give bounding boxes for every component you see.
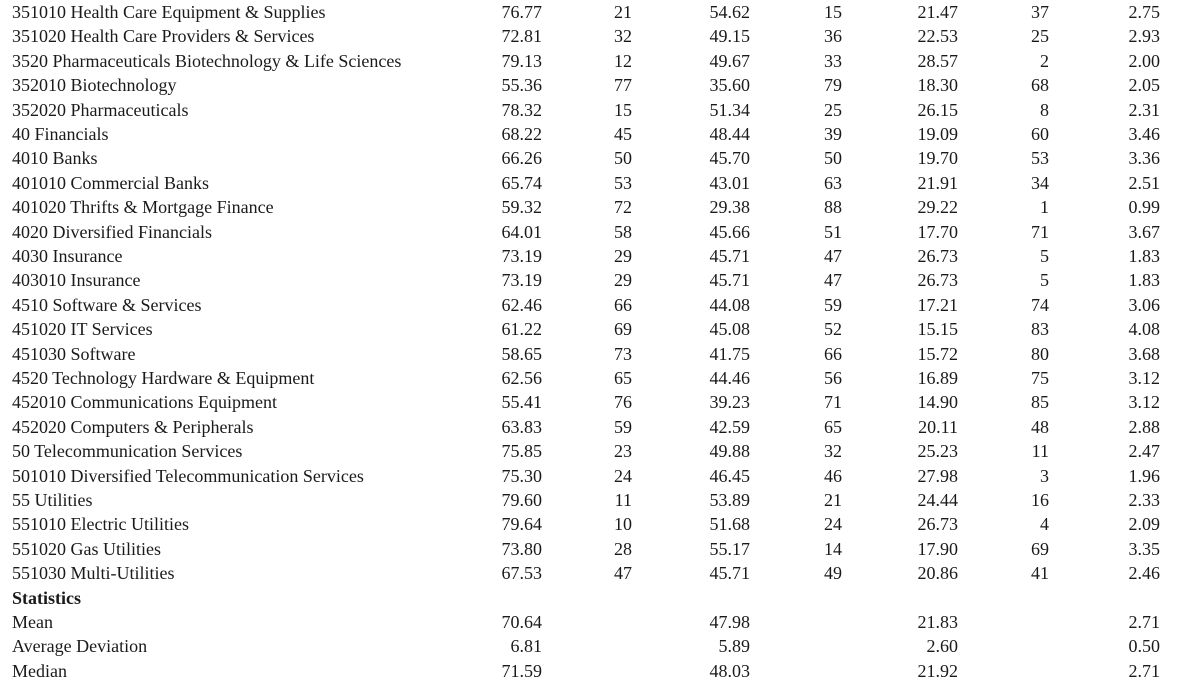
cell-v4: 2.88 (1128, 416, 1160, 437)
cell-v1: 66.26 (501, 148, 542, 169)
cell-v3: 17.90 (917, 538, 958, 559)
cell-r3: 48 (1031, 416, 1049, 437)
cell-v3: 28.57 (917, 50, 958, 71)
table-row (0, 0, 1200, 24)
row-label: 50 Telecommunication Services (12, 441, 243, 462)
cell-v1: 63.83 (501, 416, 542, 437)
cell-r3: 80 (1031, 343, 1049, 364)
table-row (0, 390, 1200, 414)
cell-v2: 35.60 (709, 75, 750, 96)
cell-v1: 71.59 (501, 660, 542, 681)
cell-v1: 62.56 (501, 368, 542, 388)
cell-r2: 15 (824, 2, 842, 22)
cell-v3: 26.15 (917, 99, 958, 120)
cell-v2: 55.17 (709, 538, 750, 559)
cell-v4: 2.75 (1128, 2, 1160, 22)
cell-v3: 21.91 (917, 172, 958, 193)
table-row (0, 342, 1200, 366)
table-row (0, 634, 1200, 658)
cell-r3: 41 (1031, 563, 1049, 584)
table-row (0, 24, 1200, 48)
cell-r2: 71 (824, 392, 842, 413)
row-label: 4520 Technology Hardware & Equipment (12, 368, 315, 388)
cell-r3: 16 (1031, 490, 1049, 510)
cell-v3: 22.53 (917, 26, 958, 47)
table-row (0, 146, 1200, 170)
cell-r1: 28 (614, 538, 632, 559)
cell-r1: 47 (614, 563, 632, 584)
cell-v2: 41.75 (709, 343, 750, 364)
cell-r1: 50 (614, 148, 632, 169)
table-row (0, 610, 1200, 634)
cell-r2: 47 (824, 246, 842, 266)
cell-r3: 11 (1031, 441, 1049, 462)
cell-r3: 8 (1040, 99, 1049, 120)
cell-r1: 45 (614, 124, 632, 144)
table-row (0, 537, 1200, 561)
cell-v3: 21.92 (917, 660, 958, 681)
cell-v2: 49.15 (709, 26, 750, 47)
cell-v3: 20.11 (918, 416, 958, 437)
cell-v3: 15.72 (917, 343, 958, 364)
cell-v4: 4.08 (1128, 319, 1160, 340)
cell-v4: 2.46 (1128, 563, 1160, 584)
cell-r1: 73 (614, 343, 632, 364)
cell-r3: 5 (1040, 270, 1049, 291)
cell-v2: 45.71 (709, 563, 750, 584)
cell-v3: 20.86 (917, 563, 958, 584)
cell-v3: 26.73 (917, 514, 958, 535)
cell-v3: 19.09 (917, 124, 958, 144)
cell-v1: 55.36 (501, 75, 542, 96)
cell-v1: 79.64 (501, 514, 542, 535)
table-row (0, 317, 1200, 341)
cell-v1: 64.01 (501, 221, 542, 242)
table-row (0, 244, 1200, 268)
cell-r1: 72 (614, 197, 632, 218)
table-row (0, 512, 1200, 536)
cell-v1: 78.32 (501, 99, 542, 120)
cell-v4: 1.83 (1128, 270, 1160, 291)
cell-v2: 5.89 (718, 636, 750, 657)
row-label: 501010 Diversified Telecommunication Services (12, 465, 364, 486)
row-label: Mean (12, 612, 53, 632)
cell-r2: 39 (824, 124, 842, 144)
cell-v2: 51.68 (709, 514, 750, 535)
cell-v4: 1.83 (1128, 246, 1160, 266)
table-row (0, 366, 1200, 390)
cell-v2: 53.89 (709, 490, 750, 510)
cell-v4: 2.05 (1128, 75, 1160, 96)
row-label: 40 Financials (12, 124, 109, 144)
cell-v4: 3.06 (1128, 294, 1160, 315)
row-label: 551010 Electric Utilities (12, 514, 189, 535)
cell-v2: 48.03 (709, 660, 750, 681)
cell-r2: 51 (824, 221, 842, 242)
cell-r1: 69 (614, 319, 632, 340)
row-label: 4020 Diversified Financials (12, 221, 212, 242)
cell-v1: 76.77 (501, 2, 542, 22)
cell-r3: 4 (1040, 514, 1049, 535)
cell-v2: 44.08 (709, 294, 750, 315)
cell-r2: 65 (824, 416, 842, 437)
cell-v3: 26.73 (917, 246, 958, 266)
table-row (0, 488, 1200, 512)
cell-v2: 29.38 (709, 197, 750, 218)
row-label: 452020 Computers & Peripherals (12, 416, 254, 437)
cell-r1: 12 (614, 50, 632, 71)
cell-r3: 3 (1040, 465, 1049, 486)
statistics-heading: Statistics (12, 587, 81, 608)
cell-v2: 47.98 (709, 612, 750, 632)
cell-v1: 6.81 (510, 636, 542, 657)
cell-v3: 18.30 (917, 75, 958, 96)
cell-r3: 83 (1031, 319, 1049, 340)
cell-v2: 45.71 (709, 270, 750, 291)
cell-r2: 56 (824, 368, 842, 388)
cell-v4: 2.09 (1128, 514, 1160, 535)
cell-r2: 49 (824, 563, 842, 584)
cell-v1: 62.46 (501, 294, 542, 315)
row-label: 551020 Gas Utilities (12, 538, 161, 559)
row-label: 401010 Commercial Banks (12, 172, 209, 193)
cell-r1: 11 (614, 490, 632, 510)
cell-v4: 2.93 (1128, 26, 1160, 47)
cell-v4: 3.35 (1128, 538, 1160, 559)
cell-r2: 33 (824, 50, 842, 71)
cell-v1: 75.85 (501, 441, 542, 462)
row-label: 452010 Communications Equipment (12, 392, 277, 413)
cell-v2: 51.34 (709, 99, 750, 120)
table-row (0, 268, 1200, 292)
cell-v2: 39.23 (709, 392, 750, 413)
cell-v4: 0.99 (1128, 197, 1160, 218)
cell-r3: 69 (1031, 538, 1049, 559)
cell-r3: 25 (1031, 26, 1049, 47)
table-row (0, 293, 1200, 317)
cell-v1: 70.64 (501, 612, 542, 632)
cell-v3: 27.98 (917, 465, 958, 486)
row-label: 3520 Pharmaceuticals Biotechnology & Life Sciences (12, 50, 402, 71)
cell-v4: 3.12 (1128, 392, 1160, 413)
cell-r1: 32 (614, 26, 632, 47)
row-label: 403010 Insurance (12, 270, 141, 291)
cell-v1: 65.74 (501, 172, 542, 193)
cell-r2: 24 (824, 514, 842, 535)
cell-v3: 24.44 (917, 490, 958, 510)
cell-r1: 15 (614, 99, 632, 120)
row-label: 4010 Banks (12, 148, 98, 169)
row-label: 4510 Software & Services (12, 294, 202, 315)
cell-v1: 79.60 (501, 490, 542, 510)
cell-v1: 55.41 (501, 392, 542, 413)
cell-r3: 85 (1031, 392, 1049, 413)
table-row (0, 464, 1200, 488)
cell-v2: 44.46 (709, 368, 750, 388)
cell-v1: 75.30 (501, 465, 542, 486)
cell-v3: 2.60 (926, 636, 958, 657)
cell-v4: 3.67 (1128, 221, 1160, 242)
table-row (0, 49, 1200, 73)
cell-v3: 25.23 (917, 441, 958, 462)
row-label: 401020 Thrifts & Mortgage Finance (12, 197, 274, 218)
cell-v4: 2.47 (1128, 441, 1160, 462)
cell-r2: 59 (824, 294, 842, 315)
cell-r2: 46 (824, 465, 842, 486)
cell-r3: 68 (1031, 75, 1049, 96)
cell-v3: 29.22 (917, 197, 958, 218)
cell-r2: 25 (824, 99, 842, 120)
table-row (0, 415, 1200, 439)
cell-v4: 2.71 (1128, 660, 1160, 681)
cell-r1: 21 (614, 2, 632, 22)
cell-r3: 74 (1031, 294, 1049, 315)
row-label: Average Deviation (12, 636, 148, 657)
cell-v3: 26.73 (917, 270, 958, 291)
table-row (0, 122, 1200, 146)
cell-v4: 3.68 (1128, 343, 1160, 364)
row-label: 55 Utilities (12, 490, 93, 510)
cell-v4: 1.96 (1128, 465, 1160, 486)
cell-v2: 48.44 (709, 124, 750, 144)
cell-r2: 88 (824, 197, 842, 218)
cell-v3: 21.83 (917, 612, 958, 632)
cell-v2: 46.45 (709, 465, 750, 486)
cell-r1: 77 (614, 75, 632, 96)
cell-v2: 42.59 (709, 416, 750, 437)
cell-r2: 36 (824, 26, 842, 47)
table-row (0, 220, 1200, 244)
cell-r1: 23 (614, 441, 632, 462)
cell-r1: 53 (614, 172, 632, 193)
cell-v1: 73.19 (501, 270, 542, 291)
cell-r3: 71 (1031, 221, 1049, 242)
cell-v2: 45.08 (709, 319, 750, 340)
table-row (0, 73, 1200, 97)
cell-v1: 73.80 (501, 538, 542, 559)
row-label: 451020 IT Services (12, 319, 153, 340)
table-row (0, 98, 1200, 122)
cell-v4: 2.33 (1128, 490, 1160, 510)
cell-v3: 19.70 (917, 148, 958, 169)
cell-v3: 17.70 (917, 221, 958, 242)
cell-r3: 2 (1040, 50, 1049, 71)
table-row (0, 561, 1200, 585)
row-label: 351020 Health Care Providers & Services (12, 26, 315, 47)
cell-v1: 68.22 (501, 124, 542, 144)
cell-v3: 17.21 (917, 294, 958, 315)
row-label: 352020 Pharmaceuticals (12, 99, 189, 120)
cell-v1: 61.22 (501, 319, 542, 340)
cell-v1: 58.65 (501, 343, 542, 364)
cell-v4: 2.71 (1128, 612, 1160, 632)
cell-v4: 0.50 (1128, 636, 1160, 657)
cell-v4: 2.31 (1128, 99, 1160, 120)
cell-r1: 58 (614, 221, 632, 242)
table-row (0, 439, 1200, 463)
cell-r2: 21 (824, 490, 842, 510)
cell-v3: 15.15 (917, 319, 958, 340)
cell-r2: 66 (824, 343, 842, 364)
cell-v4: 3.36 (1128, 148, 1160, 169)
cell-r1: 66 (614, 294, 632, 315)
cell-r2: 79 (824, 75, 842, 96)
cell-v2: 49.67 (709, 50, 750, 71)
cell-r1: 29 (614, 246, 632, 266)
row-label: 352010 Biotechnology (12, 75, 177, 96)
cell-v4: 2.00 (1128, 50, 1160, 71)
cell-r1: 24 (614, 465, 632, 486)
cell-r2: 50 (824, 148, 842, 169)
cell-r1: 65 (614, 368, 632, 388)
cell-v2: 45.66 (709, 221, 750, 242)
row-label: 451030 Software (12, 343, 136, 364)
cell-r2: 63 (824, 172, 842, 193)
row-label: 351010 Health Care Equipment & Supplies (12, 2, 326, 22)
cell-r2: 52 (824, 319, 842, 340)
cell-v1: 73.19 (501, 246, 542, 266)
cell-v4: 2.51 (1128, 172, 1160, 193)
row-label: 4030 Insurance (12, 246, 123, 266)
statistics-heading-row (0, 586, 1200, 610)
cell-r3: 1 (1040, 197, 1049, 218)
cell-r3: 75 (1031, 368, 1049, 388)
cell-r3: 34 (1031, 172, 1049, 193)
row-label: Median (12, 660, 67, 681)
cell-v4: 3.12 (1128, 368, 1160, 388)
cell-r3: 53 (1031, 148, 1049, 169)
row-label: 551030 Multi-Utilities (12, 563, 175, 584)
cell-v2: 54.62 (709, 2, 750, 22)
table-row (0, 659, 1200, 683)
cell-r1: 10 (614, 514, 632, 535)
table-row (0, 195, 1200, 219)
cell-v2: 45.71 (709, 246, 750, 266)
cell-r3: 37 (1031, 2, 1049, 22)
cell-r1: 59 (614, 416, 632, 437)
cell-v1: 67.53 (501, 563, 542, 584)
cell-r3: 5 (1040, 246, 1049, 266)
cell-r2: 47 (824, 270, 842, 291)
cell-r1: 76 (614, 392, 632, 413)
cell-v3: 14.90 (917, 392, 958, 413)
cell-r1: 29 (614, 270, 632, 291)
cell-v1: 79.13 (501, 50, 542, 71)
cell-v3: 21.47 (917, 2, 958, 22)
cell-v1: 72.81 (501, 26, 542, 47)
cell-v2: 43.01 (709, 172, 750, 193)
cell-r2: 32 (824, 441, 842, 462)
cell-r2: 14 (824, 538, 842, 559)
cell-v2: 45.70 (709, 148, 750, 169)
cell-r3: 60 (1031, 124, 1049, 144)
table-row (0, 171, 1200, 195)
cell-v2: 49.88 (709, 441, 750, 462)
cell-v1: 59.32 (501, 197, 542, 218)
cell-v3: 16.89 (917, 368, 958, 388)
cell-v4: 3.46 (1128, 124, 1160, 144)
